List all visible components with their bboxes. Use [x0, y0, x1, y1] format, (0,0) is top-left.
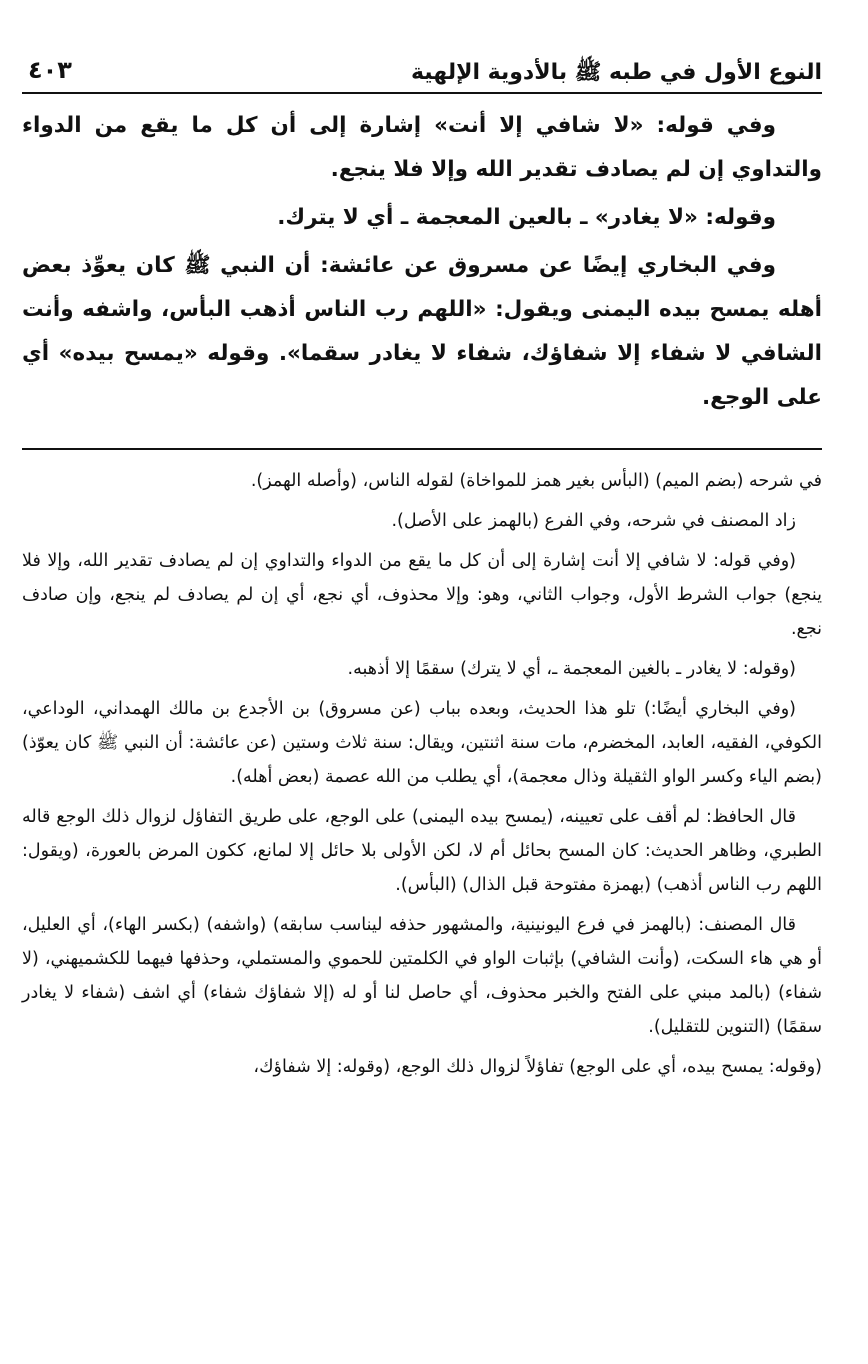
page-header	[22, 52, 822, 94]
running-title: النوع الأول في طبه ﷺ بالأدوية الإلهية	[410, 60, 822, 85]
note-paragraph: قال الحافظ: لم أقف على تعيينه، (يمسح بيده اليمنى) على الوجع، على طريق التفاؤل لزوال ذلك الوجع قاله الطبري، وظاهر الحديث: كان المسح بحائل أم لا، لكن الأولى بلا حائل إلا لمانع، ككون المرض بالعورة، (ويقول: اللهم رب الناس أذهب) (بهمزة مفتوحة قبل الذال) (البأس).	[22, 807, 822, 895]
main-text	[22, 104, 822, 420]
book-page	[22, 52, 822, 1090]
main-paragraph: وفي قوله: «لا شافي إلا أنت» إشارة إلى أن كل ما يقع من الدواء والتداوي إن لم يصادف تقدير الله وإلا فلا ينجع.	[22, 113, 822, 182]
note-paragraph: (وفي البخاري أيضًا:) تلو هذا الحديث، وبعده بباب (عن مسروق) بن الأجدع بن مالك الهمداني، الوداعي، الكوفي، الفقيه، العابد، المخضرم، مات سنة اثنتين، ويقال: سنة ثلاث وستين (عن عائشة: أن النبي ﷺ كان يعوّذ) (بضم الياء وكسر الواو الثقيلة وذال معجمة)، أي يطلب من الله عصمة (بعض أهله).	[22, 699, 822, 787]
note-paragraph: في شرحه (بضم الميم) (البأس بغير همز للمواخاة) لقوله الناس، (وأصله الهمز).	[250, 471, 822, 491]
note-paragraph: (وفي قوله: لا شافي إلا أنت إشارة إلى أن كل ما يقع من الدواء والتداوي إن لم يصادف تقدير الله، وإلا فلا ينجع) جواب الشرط الأول، وجواب الثاني، وهو: وإلا محذوف، أي نجع، أي إن لم يصادف لم ينجع، وإن صادف نجع.	[22, 551, 822, 639]
commentary-notes	[22, 464, 822, 1084]
note-paragraph: (وقوله: لا يغادر ـ بالغين المعجمة ـ، أي لا يترك) سقمًا إلا أذهبه.	[347, 659, 796, 679]
note-paragraph: قال المصنف: (بالهمز في فرع اليونينية، والمشهور حذفه ليناسب سابقه) (واشفه) (بكسر الهاء)، أي العليل، أو هي هاء السكت، (وأنت الشافي) بإثبات الواو في الكلمتين للحموي والمستملي، وحذفها فيهما للكشميهني، (لا شفاء) (بالمد مبني على الفتح والخبر محذوف، أي حاصل لنا أو له (إلا شفاؤك شفاء) أي اشف (شفاء لا يغادر سقمًا) (التنوين للتقليل).	[22, 915, 822, 1037]
footnote-separator	[22, 448, 822, 450]
main-paragraph: وفي البخاري إيضًا عن مسروق عن عائشة: أن النبي ﷺ كان يعوِّذ بعض أهله يمسح بيده اليمنى ويقول: «اللهم رب الناس أذهب البأس، واشفه وأنت الشافي لا شفاء إلا شفاؤك، شفاء لا يغادر سقما». وقوله «يمسح بيده» أي على الوجع.	[22, 253, 822, 410]
main-paragraph: وقوله: «لا يغادر» ـ بالعين المعجمة ـ أي لا يترك.	[277, 205, 776, 230]
note-paragraph: (وقوله: يمسح بيده، أي على الوجع) تفاؤلاً لزوال ذلك الوجع، (وقوله: إلا شفاؤك،	[253, 1057, 822, 1077]
page-number: ٤٠٣	[28, 56, 72, 84]
note-paragraph: زاد المصنف في شرحه، وفي الفرع (بالهمز على الأصل).	[391, 511, 796, 531]
